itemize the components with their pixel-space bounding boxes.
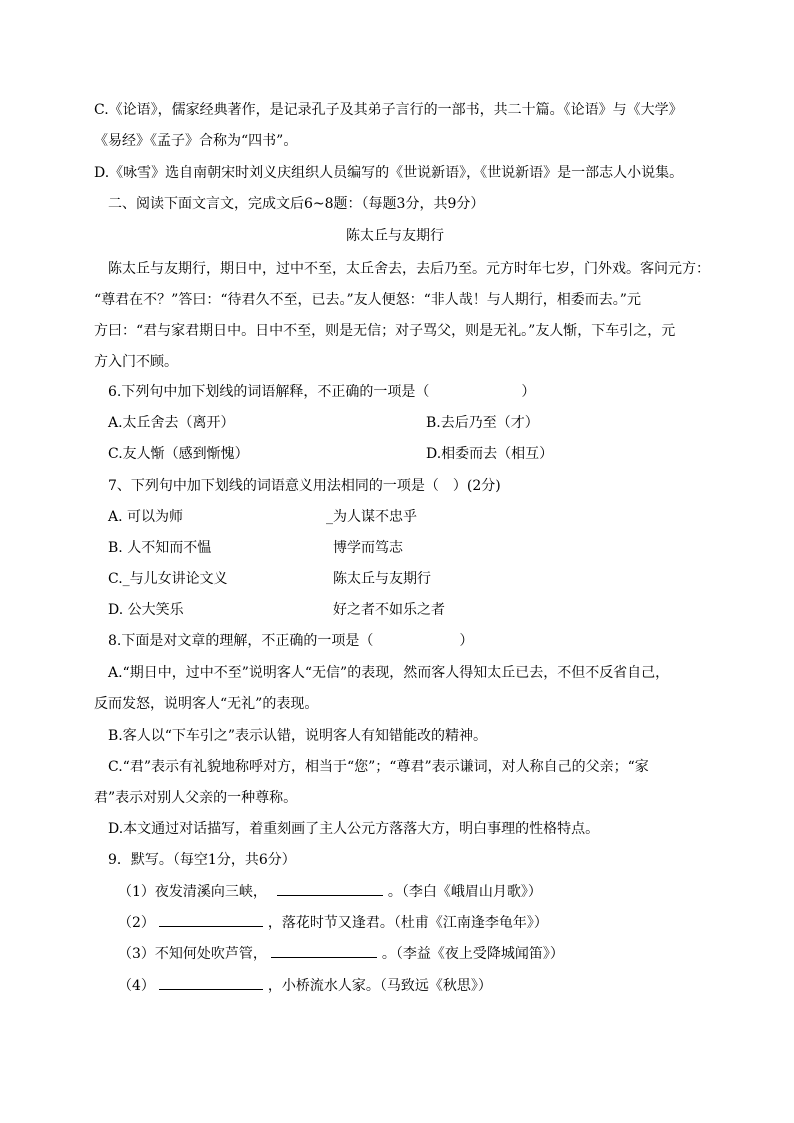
section-2-heading: 二、阅读下面文言文，完成文后6~8题：（每题3分，共9分） xyxy=(108,196,485,212)
question-8-close: ） xyxy=(459,633,474,649)
dictation-2-number: （2） xyxy=(118,915,155,931)
question-7-option-a-left: A. 可以为师 xyxy=(108,509,184,525)
dictation-4-number: （4） xyxy=(118,978,155,994)
dictation-line-4 xyxy=(118,975,492,996)
question-6-option-c: C.友人惭（感到惭愧） xyxy=(108,446,249,462)
question-8-option-a-line-1: A.“期日中，过中不至”说明客人“无信”的表现，然而客人得知太丘已去，不但不反省自己， xyxy=(108,665,670,681)
question-7-option-c-left: C._与儿女讲论文义 xyxy=(108,571,228,587)
dictation-4-blank[interactable] xyxy=(159,975,263,990)
option-d-line: D.《咏雪》选自南朝宋时刘义庆组织人员编写的《世说新语》，《世说新语》是一部志人小说集。 xyxy=(94,165,684,181)
passage-line-3: 方曰：“君与家君期日中。日中不至，则是无信；对子骂父，则是无礼。”友人惭，下车引之，元 xyxy=(94,323,676,339)
passage-line-2: “尊君在不？”答曰：“待君久不至，已去。”友人便怒：“非人哉！与人期行，相委而去。”元 xyxy=(94,292,641,308)
question-8-option-c-line-1: C.“君”表示有礼貌地称呼对方，相当于“您”；“尊君”表示谦词，对人称自己的父亲；“家 xyxy=(108,759,649,775)
dictation-4-source: ，小桥流水人家。（马致远《秋思》） xyxy=(267,978,492,994)
passage-title: 陈太丘与友期行 xyxy=(346,228,444,244)
dictation-3-source: 。（李益《夜上受降城闻笛》） xyxy=(381,946,564,962)
question-8-text: 8.下面是对文章的理解，不正确的一项是（ xyxy=(108,633,374,649)
passage-line-1: 陈太丘与友期行，期日中，过中不至，太丘舍去，去后乃至。元方时年七岁，门外戏。客问元方： xyxy=(108,261,710,277)
dictation-1-prompt: （1）夜发清溪向三峡， xyxy=(118,884,267,900)
dictation-1-source: 。（李白《峨眉山月歌》） xyxy=(387,884,542,900)
question-7-stem: 7、下列句中加下划线的词语意义用法相同的一项是（ ）(2分) xyxy=(108,478,501,494)
passage-line-4: 方入门不顾。 xyxy=(94,354,178,370)
dictation-line-3 xyxy=(118,943,564,964)
question-7-option-a-right: _为人谋不忠乎 xyxy=(326,509,417,525)
question-6-close: ） xyxy=(521,384,536,400)
question-7-option-d-left: D. 公大笑乐 xyxy=(108,602,184,618)
question-6-option-b: B.去后乃至（才） xyxy=(426,415,539,431)
question-8-option-d: D.本文通过对话描写，着重刻画了主人公元方落落大方，明白事理的性格特点。 xyxy=(108,821,600,837)
question-6-text: 6.下列句中加下划线的词语解释，不正确的一项是（ xyxy=(108,384,430,400)
question-6-option-a: A.太丘舍去（离开） xyxy=(108,415,235,431)
question-9-stem: 9．默写。（每空1分，共6分） xyxy=(108,852,296,868)
dictation-3-prompt: （3）不知何处吹芦管， xyxy=(118,946,267,962)
question-7-option-c-right: 陈太丘与友期行 xyxy=(333,571,431,587)
question-8-option-c-line-2: 君”表示对别人父亲的一种尊称。 xyxy=(94,790,298,806)
dictation-2-source: ，落花时节又逢君。（杜甫《江南逢李龟年》） xyxy=(267,915,548,931)
dictation-2-blank[interactable] xyxy=(159,912,263,927)
question-7-option-b-right: 博学而笃志 xyxy=(333,540,403,556)
dictation-line-1 xyxy=(118,881,542,902)
question-7-option-d-right: 好之者不如乐之者 xyxy=(333,602,445,618)
dictation-3-blank[interactable] xyxy=(271,943,377,958)
option-c-line-1: C.《论语》，儒家经典著作，是记录孔子及其弟子言行的一部书，共二十篇。《论语》与《大学》 xyxy=(94,102,683,118)
question-6-option-d: D.相委而去（相互） xyxy=(426,446,554,462)
option-c-line-2: 《易经》《孟子》合称为“四书”。 xyxy=(94,133,298,149)
question-7-option-b-left: B. 人不知而不愠 xyxy=(108,540,212,556)
dictation-1-blank[interactable] xyxy=(277,881,383,896)
question-8-stem xyxy=(108,631,473,651)
dictation-line-2 xyxy=(118,912,548,933)
question-8-option-b: B.客人以“下车引之”表示认错，说明客人有知错能改的精神。 xyxy=(108,728,488,744)
question-8-option-a-line-2: 反而发怒，说明客人“无礼”的表现。 xyxy=(94,696,319,712)
question-6-stem xyxy=(108,382,535,402)
